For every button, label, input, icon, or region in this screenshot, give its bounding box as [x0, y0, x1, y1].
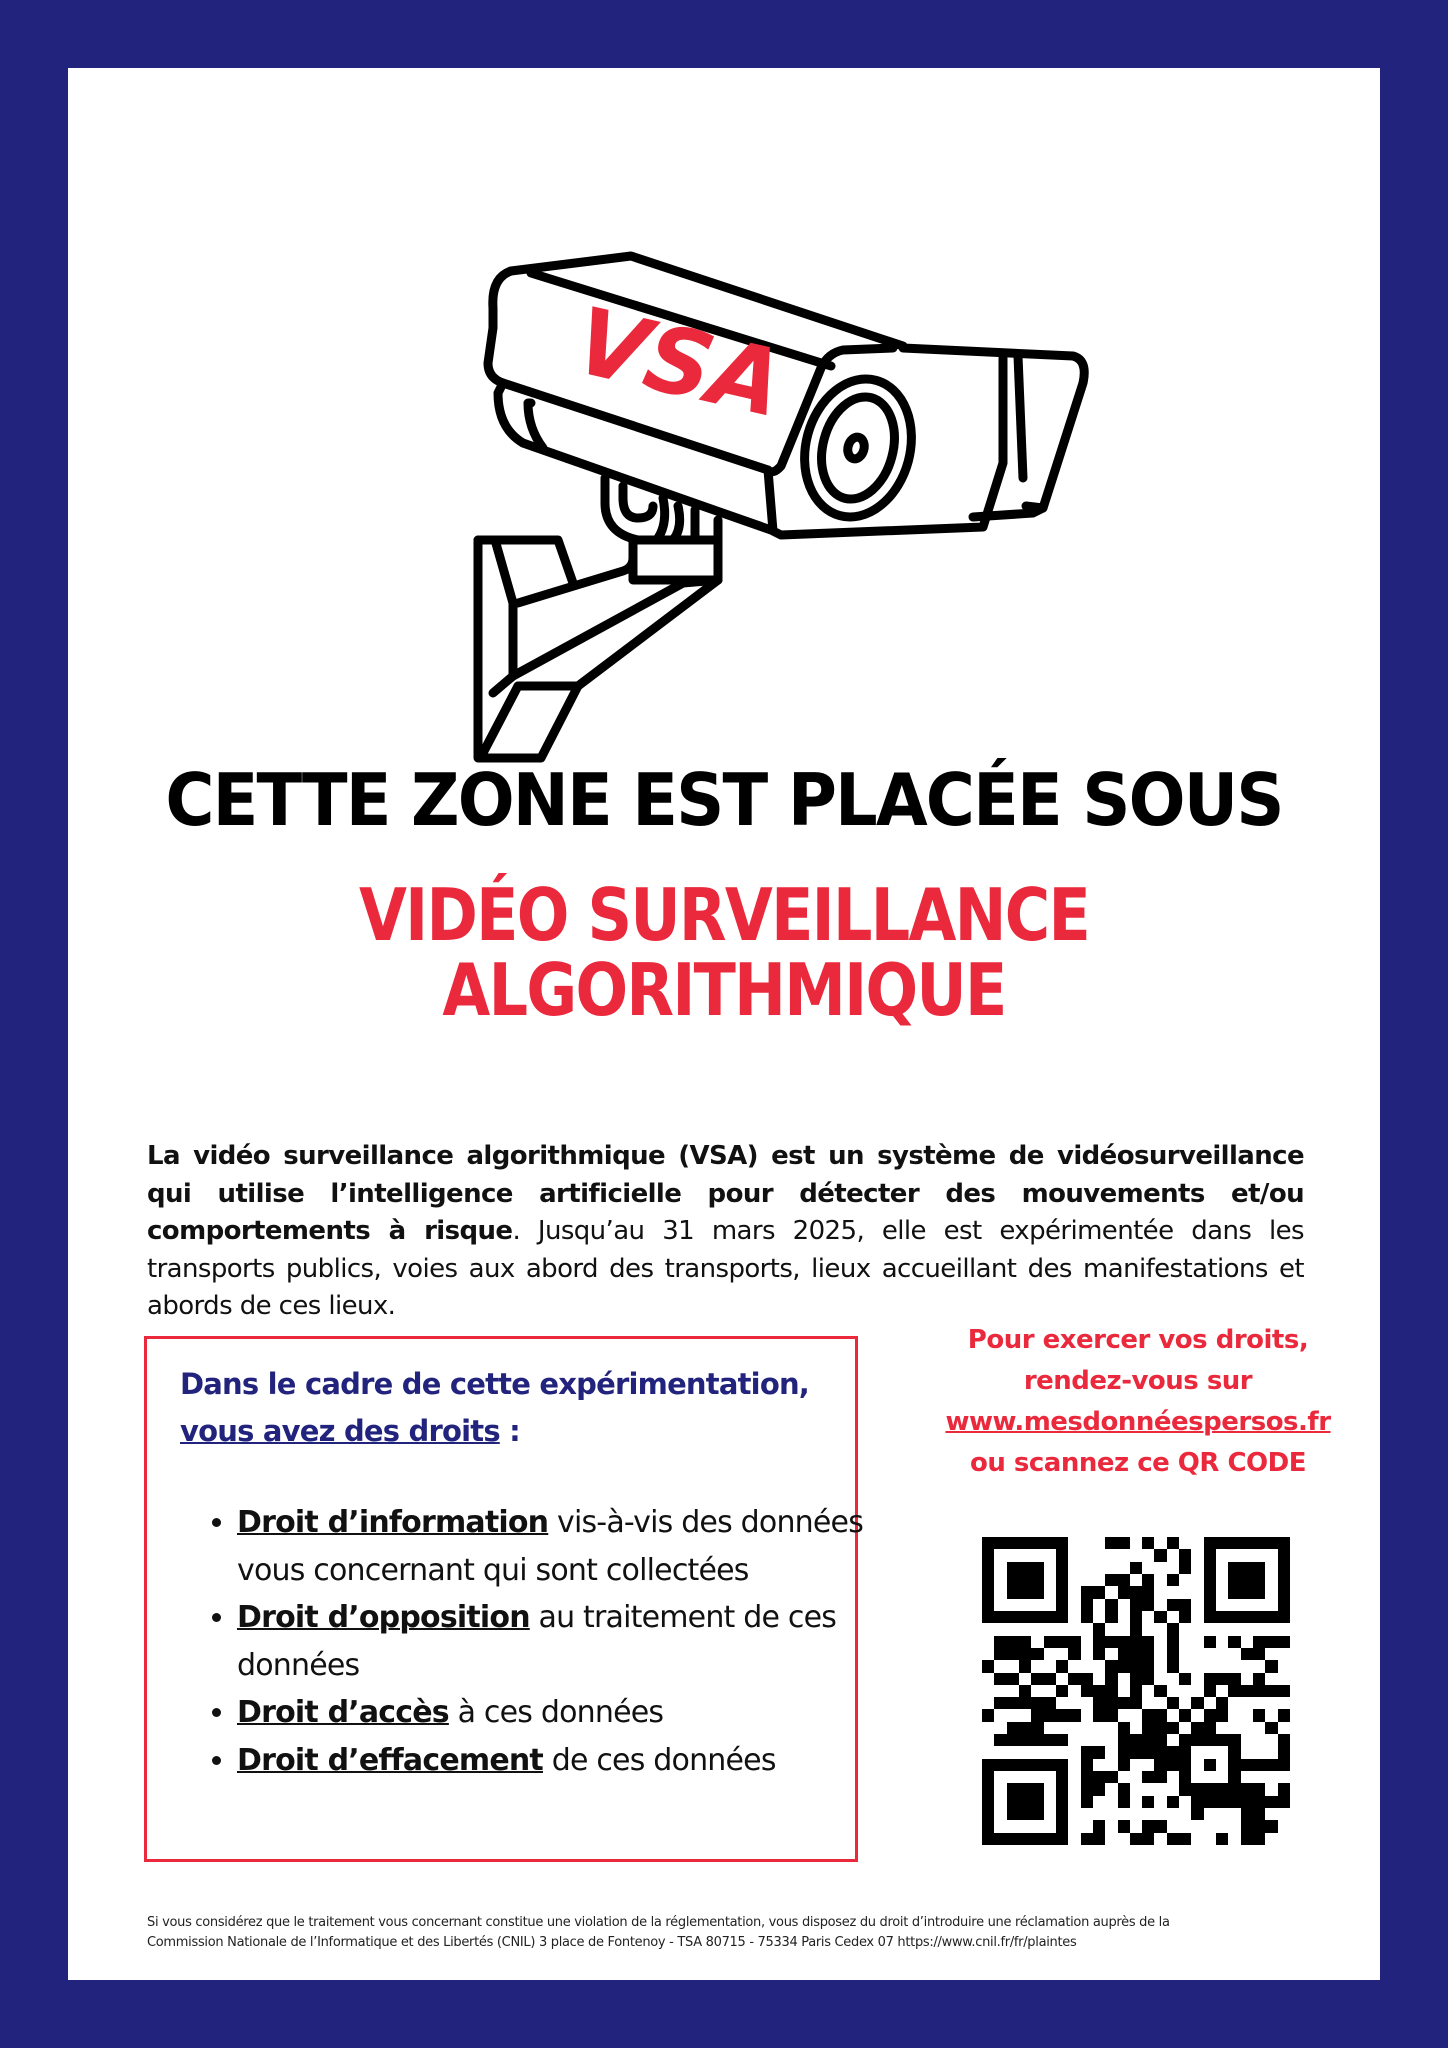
- cctv-camera-icon: [463, 238, 1153, 778]
- right-label: Droit d’opposition: [237, 1600, 530, 1635]
- rights-box: [144, 1336, 864, 1862]
- poster-sheet: [68, 68, 1380, 1980]
- cta-block: [908, 1320, 1368, 1484]
- right-erasure: [237, 1737, 867, 1785]
- right-information: [237, 1499, 867, 1594]
- rights-title: [180, 1361, 850, 1455]
- vsa-label: VSA: [565, 287, 793, 439]
- right-label: Droit d’accès: [237, 1695, 449, 1730]
- footer-line1: Si vous considérez que le traitement vous concernant constitue une violation de la réglementation, vous disposez du droit d’introduire une réclamation auprès de la: [147, 1915, 1170, 1930]
- right-opposition: [237, 1594, 867, 1689]
- right-access: [237, 1689, 867, 1737]
- rights-title-link: vous avez des droits: [180, 1414, 500, 1448]
- cta-line2: rendez-vous sur: [1023, 1366, 1253, 1396]
- cnil-footer: [147, 1913, 1307, 1953]
- mesdonnees-link[interactable]: www.mesdonnéespersos.fr: [945, 1407, 1331, 1437]
- cta-line1: Pour exercer vos droits,: [967, 1325, 1309, 1355]
- rights-title-suffix: :: [499, 1414, 520, 1448]
- headline-zone: CETTE ZONE EST PLACÉE SOUS: [165, 758, 1283, 842]
- rights-list: [207, 1499, 867, 1784]
- headline-vsa-line2: ALGORITHMIQUE: [442, 948, 1006, 1032]
- intro-bold: La vidéo surveillance algorithmique (VSA) est un système de vidéosurveillance qui utilise l’intelligence artificielle pour détecter des mouvements et/ou comportements à risque: [147, 1141, 1304, 1246]
- right-text: vis-à-vis des données vous concernant qui sont collectées: [237, 1505, 864, 1588]
- footer-line2: Commission Nationale de l’Informatique et des Libertés (CNIL) 3 place de Fontenoy - TSA 80715 - 75334 Paris Cedex 07 https://www.cnil.fr/fr/plaintes: [147, 1935, 1077, 1950]
- right-text: de ces données: [542, 1742, 776, 1778]
- intro-paragraph: [147, 1138, 1304, 1326]
- right-label: Droit d’effacement: [237, 1742, 543, 1778]
- right-text: au traitement de ces données: [237, 1600, 837, 1683]
- intro-normal: . Jusqu’au 31 mars 2025, elle est expérimentée dans les transports publics, voies aux abord des transports, lieux accueillant des manifestations et abords de ces lieux.: [147, 1216, 1305, 1321]
- rights-title-line1: Dans le cadre de cette expérimentation,: [180, 1367, 810, 1401]
- qr-code-icon[interactable]: [982, 1537, 1290, 1845]
- right-label: Droit d’information: [237, 1505, 549, 1540]
- headline-vsa-line1: VIDÉO SURVEILLANCE: [358, 873, 1090, 957]
- cta-line4: ou scannez ce QR CODE: [970, 1448, 1306, 1478]
- right-text: à ces données: [448, 1695, 664, 1730]
